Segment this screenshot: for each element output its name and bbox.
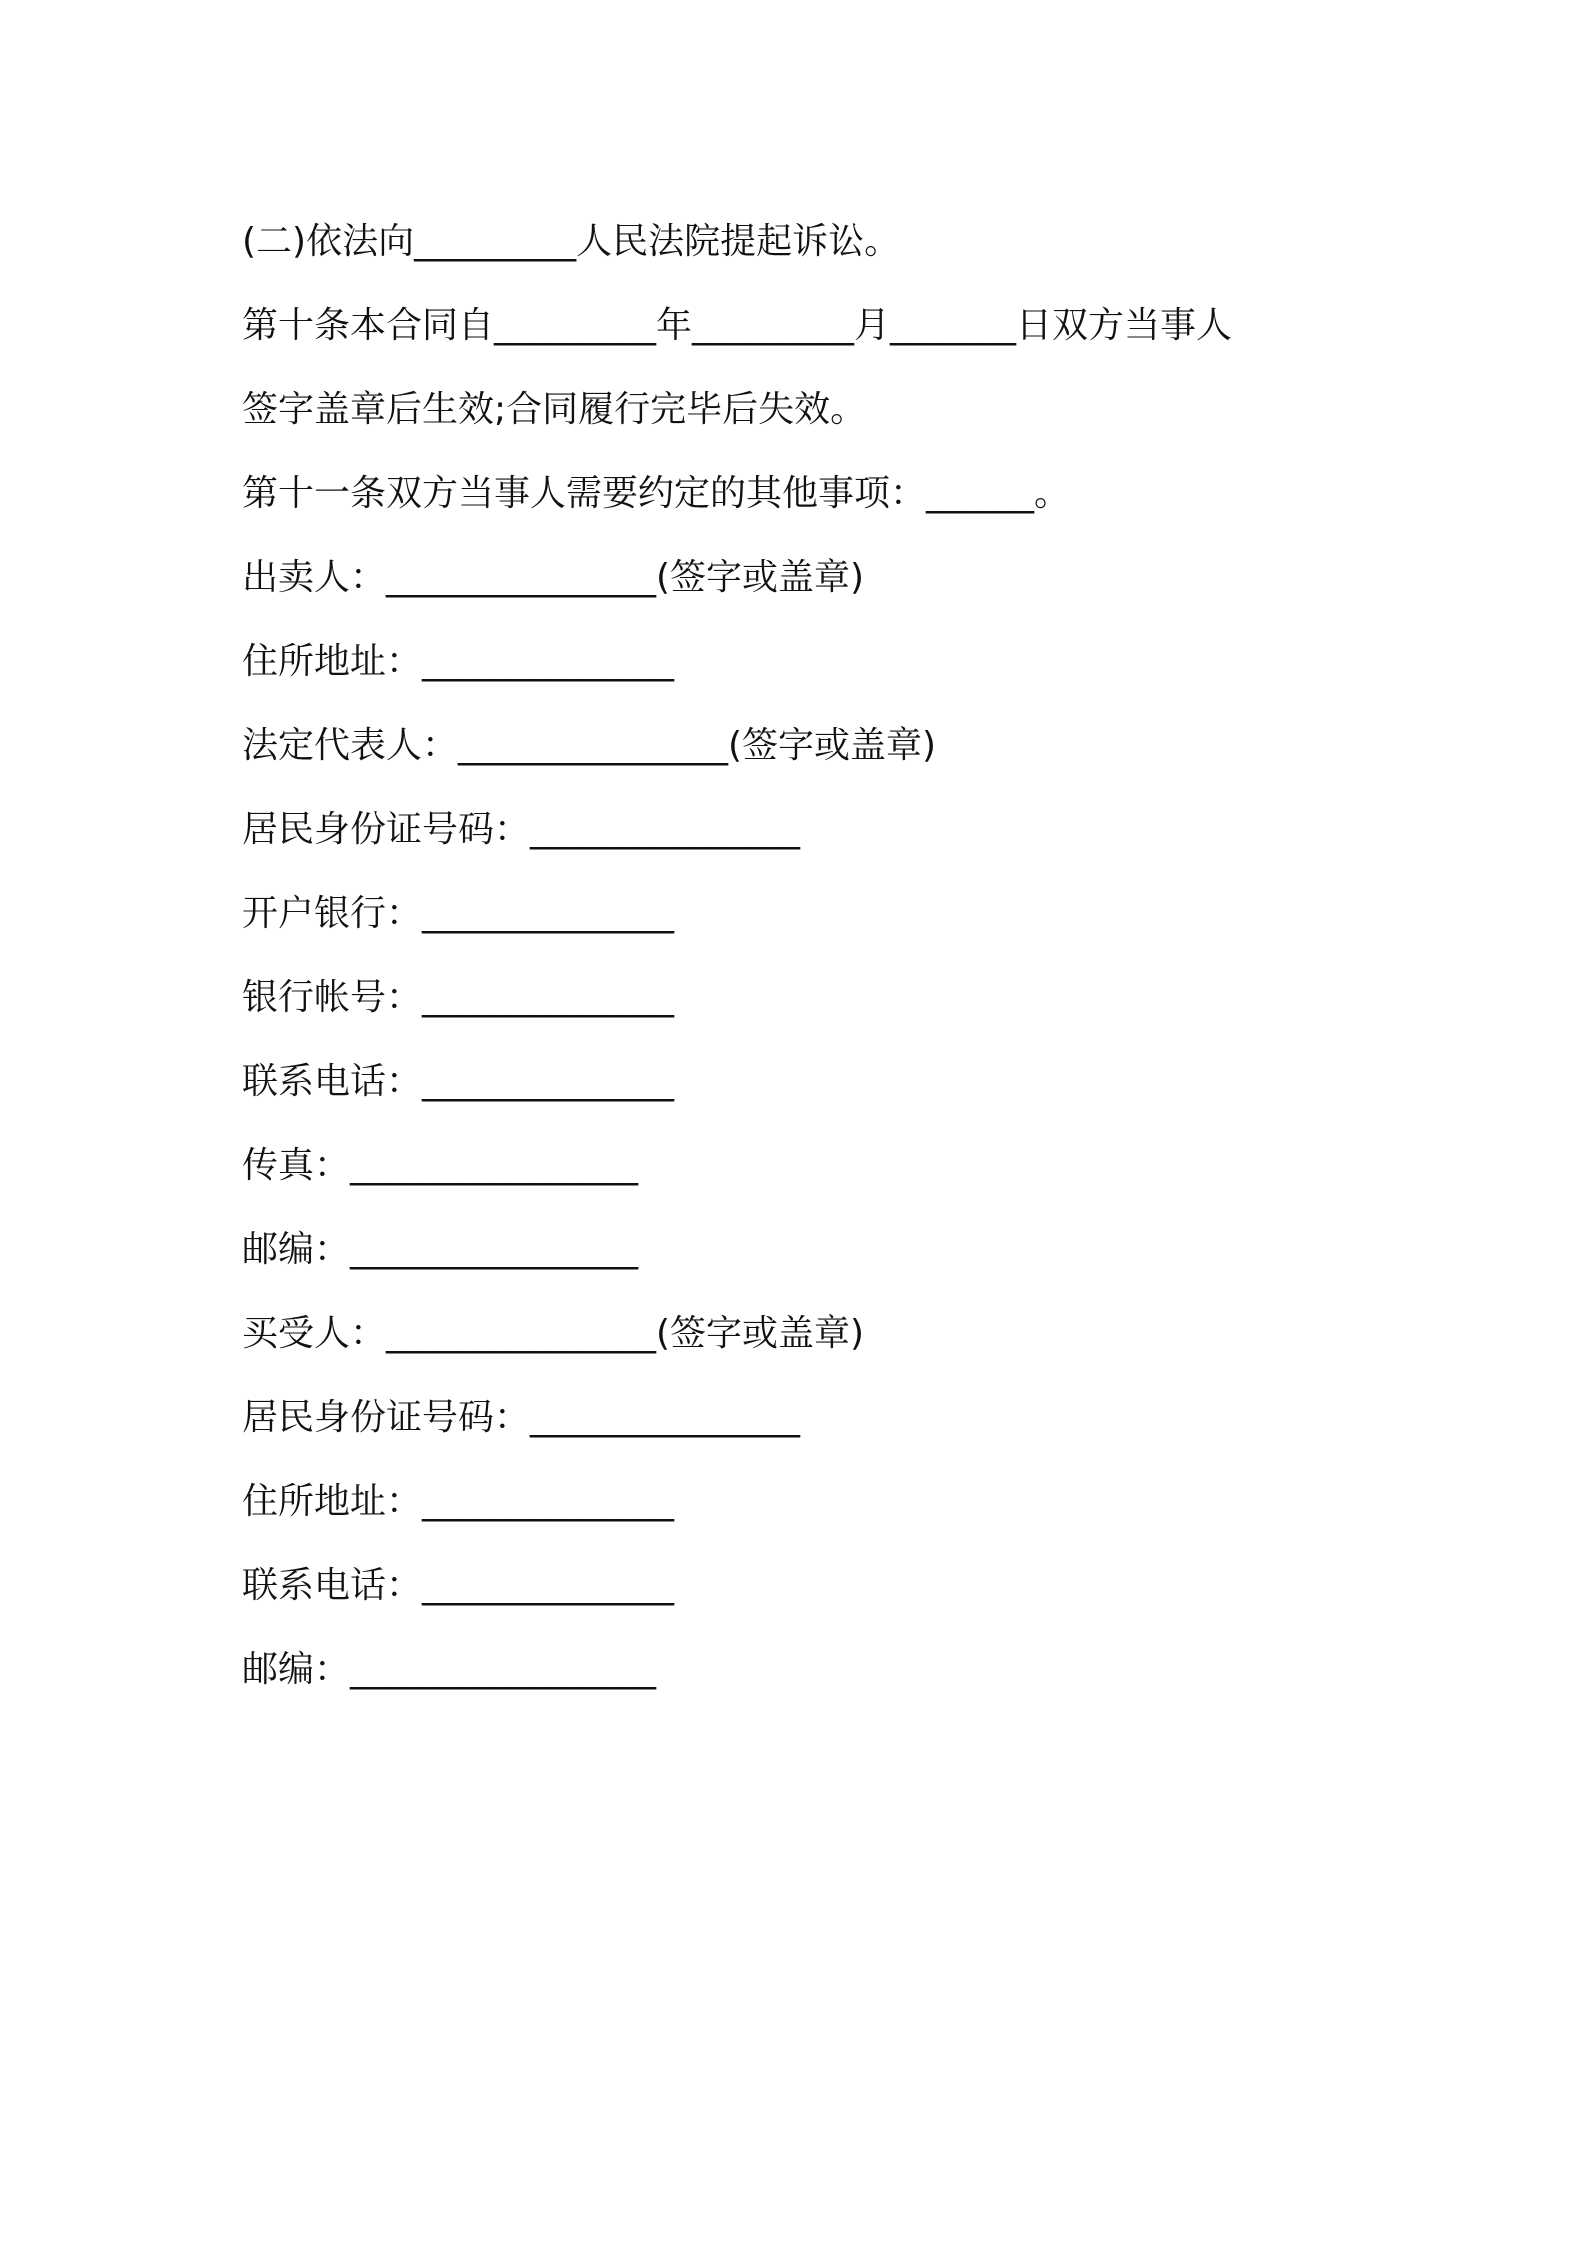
document-body (242, 200, 1392, 1712)
clause-ten-continuation: 签字盖章后生效;合同履行完毕后失效。 (242, 389, 867, 430)
clause-eleven-other-matters: 第十一条双方当事人需要约定的其他事项：______。 (242, 473, 1071, 514)
seller-phone-line: 联系电话：______________ (242, 1061, 675, 1102)
buyer-postcode-line: 邮编：_________________ (242, 1649, 657, 1690)
buyer-phone-line: 联系电话：______________ (242, 1565, 675, 1606)
seller-id-number-line: 居民身份证号码：_______________ (242, 809, 801, 850)
seller-signature-line: 出卖人：_______________(签字或盖章) (242, 557, 865, 598)
buyer-address-line: 住所地址：______________ (242, 1481, 675, 1522)
clause-litigation: (二)依法向_________人民法院提起诉讼。 (242, 221, 901, 262)
seller-bank-account-line: 银行帐号：______________ (242, 977, 675, 1018)
buyer-id-number-line: 居民身份证号码：_______________ (242, 1397, 801, 1438)
seller-legal-representative-line: 法定代表人：_______________(签字或盖章) (242, 725, 937, 766)
seller-address-line: 住所地址：______________ (242, 641, 675, 682)
seller-postcode-line: 邮编：________________ (242, 1229, 639, 1270)
buyer-signature-line: 买受人：_______________(签字或盖章) (242, 1313, 865, 1354)
seller-fax-line: 传真：________________ (242, 1145, 639, 1186)
clause-ten-effective-date: 第十条本合同自_________年_________月_______日双方当事人 (242, 305, 1233, 346)
seller-bank-line: 开户银行：______________ (242, 893, 675, 934)
